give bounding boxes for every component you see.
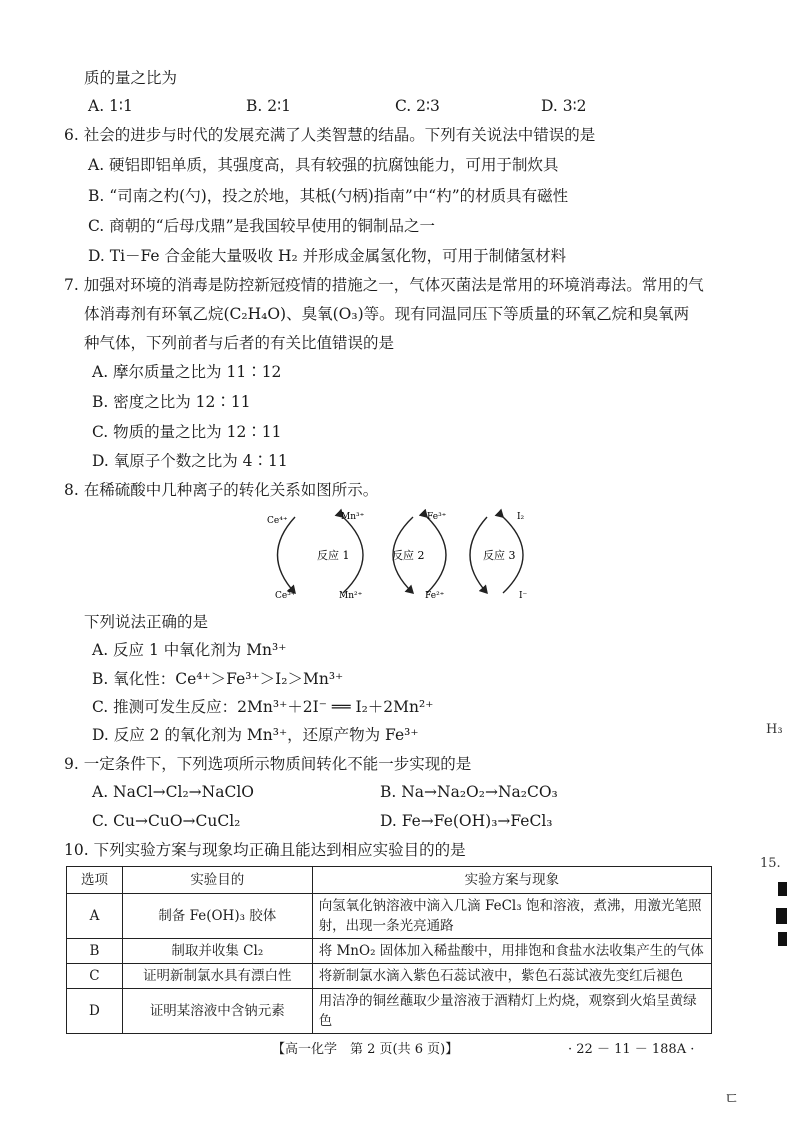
q5-option-d: D. 3∶2 xyxy=(541,97,587,115)
r1-left-arc xyxy=(278,517,296,593)
q7-stem-line-3: 种气体，下列前者与后者的有关比值错误的是 xyxy=(84,334,395,352)
q5-option-b: B. 2∶1 xyxy=(246,97,292,115)
q8-stem: 8. 在稀硫酸中几种离子的转化关系如图所示。 xyxy=(64,481,379,499)
q9-option-d: D. Fe→Fe(OH)₃→FeCl₃ xyxy=(380,812,553,830)
label-reaction-3: 反应 3 xyxy=(483,549,516,562)
label-mn3: Mn³⁺ xyxy=(341,512,365,522)
label-ce3: Ce³⁺ xyxy=(275,591,296,601)
page-footer-center: 【高一化学 第 2 页(共 6 页)】 xyxy=(272,1042,459,1057)
cell-goal: 证明某溶液中含钠元素 xyxy=(122,989,312,1034)
table-row xyxy=(67,894,712,939)
label-ce4: Ce⁴⁺ xyxy=(267,516,288,526)
q8-option-d: D. 反应 2 的氧化剂为 Mn³⁺，还原产物为 Fe³⁺ xyxy=(92,726,419,744)
q7-option-d: D. 氧原子个数之比为 4∶11 xyxy=(92,452,288,470)
q9-option-c: C. Cu→CuO→CuCl₂ xyxy=(92,812,241,830)
q8-option-b: B. 氧化性：Ce⁴⁺＞Fe³⁺＞I₂＞Mn³⁺ xyxy=(92,670,344,688)
q6-option-c: C. 商朝的“后母戊鼎”是我国较早使用的铜制品之一 xyxy=(88,217,436,235)
header-option: 选项 xyxy=(67,867,123,894)
r2-right-arc xyxy=(427,517,446,593)
cell-option: C xyxy=(67,964,123,989)
q6-option-a: A. 硬铝即铝单质，其强度高，具有较强的抗腐蚀能力，可用于制炊具 xyxy=(88,156,559,174)
header-plan: 实验方案与现象 xyxy=(312,867,711,894)
margin-ink-mark xyxy=(778,932,787,946)
q8-option-a: A. 反应 1 中氧化剂为 Mn³⁺ xyxy=(92,641,287,659)
q10-stem: 10. 下列实验方案与现象均正确且能达到相应实验目的的是 xyxy=(64,841,466,859)
q7-option-c: C. 物质的量之比为 12∶11 xyxy=(92,423,282,441)
table-row xyxy=(67,964,712,989)
margin-label-q15: 15. xyxy=(760,856,781,871)
label-reaction-2: 反应 2 xyxy=(392,549,425,562)
margin-ink-mark xyxy=(778,882,787,896)
q5-stem-tail: 质的量之比为 xyxy=(84,69,178,87)
cell-plan: 将新制氯水滴入紫色石蕊试液中，紫色石蕊试液先变红后褪色 xyxy=(312,964,711,989)
q6-stem: 6. 社会的进步与时代的发展充满了人类智慧的结晶。下列有关说法中错误的是 xyxy=(64,126,596,144)
q9-option-b: B. Na→Na₂O₂→Na₂CO₃ xyxy=(380,783,558,801)
table-row xyxy=(67,989,712,1034)
q6-option-b: B. “司南之杓(勺)，投之於地，其柢(勺柄)指南”中“杓”的材质具有磁性 xyxy=(88,187,569,205)
label-iminus: I⁻ xyxy=(519,591,528,601)
label-fe3: Fe³⁺ xyxy=(427,512,447,522)
q8-option-c: C. 推测可发生反应：2Mn³⁺＋2I⁻ ══ I₂＋2Mn²⁺ xyxy=(92,698,434,716)
q7-stem-line-2: 体消毒剂有环氧乙烷(C₂H₄O)、臭氧(O₃)等。现有同温同压下等质量的环氧乙烷和臭氧两 xyxy=(84,305,690,323)
margin-label-h3: H₃ xyxy=(766,722,783,737)
margin-ink-mark xyxy=(776,908,787,924)
q5-option-a: A. 1∶1 xyxy=(88,97,133,115)
cell-plan: 向氢氧化钠溶液中滴入几滴 FeCl₃ 饱和溶液，煮沸，用激光笔照射，出现一条光亮通路 xyxy=(312,894,711,939)
page-footer-code: · 22 － 11 － 188A · xyxy=(568,1042,695,1057)
cell-goal: 制取并收集 Cl₂ xyxy=(122,939,312,964)
table-header-row xyxy=(67,867,712,894)
q9-stem: 9. 一定条件下，下列选项所示物质间转化不能一步实现的是 xyxy=(64,755,472,773)
label-mn2: Mn²⁺ xyxy=(339,591,363,601)
label-i2: I₂ xyxy=(517,512,525,522)
label-reaction-1: 反应 1 xyxy=(317,549,350,562)
header-goal: 实验目的 xyxy=(122,867,312,894)
corner-mark: ㄷ xyxy=(724,1089,740,1108)
cell-option: B xyxy=(67,939,123,964)
label-fe2: Fe²⁺ xyxy=(425,591,445,601)
cell-goal: 制备 Fe(OH)₃ 胶体 xyxy=(122,894,312,939)
q5-option-c: C. 2∶3 xyxy=(395,97,440,115)
cell-plan: 将 MnO₂ 固体加入稀盐酸中，用排饱和食盐水法收集产生的气体 xyxy=(312,939,711,964)
cell-goal: 证明新制氯水具有漂白性 xyxy=(122,964,312,989)
cell-option: A xyxy=(67,894,123,939)
ion-conversion-diagram xyxy=(265,505,565,605)
cell-plan: 用洁净的铜丝蘸取少量溶液于酒精灯上灼烧，观察到火焰呈黄绿色 xyxy=(312,989,711,1034)
q9-option-a: A. NaCl→Cl₂→NaClO xyxy=(92,783,255,801)
q7-stem-line-1: 7. 加强对环境的消毒是防控新冠疫情的措施之一，气体灭菌法是常用的环境消毒法。常用的气 xyxy=(64,276,704,294)
q7-option-b: B. 密度之比为 12∶11 xyxy=(92,393,251,411)
q7-option-a: A. 摩尔质量之比为 11∶12 xyxy=(92,363,282,381)
cell-option: D xyxy=(67,989,123,1034)
q6-option-d: D. Ti－Fe 合金能大量吸收 H₂ 并形成金属氢化物，可用于制储氢材料 xyxy=(88,247,567,265)
q8-prompt: 下列说法正确的是 xyxy=(84,613,209,631)
table-row xyxy=(67,939,712,964)
q10-experiment-table xyxy=(66,866,712,1034)
